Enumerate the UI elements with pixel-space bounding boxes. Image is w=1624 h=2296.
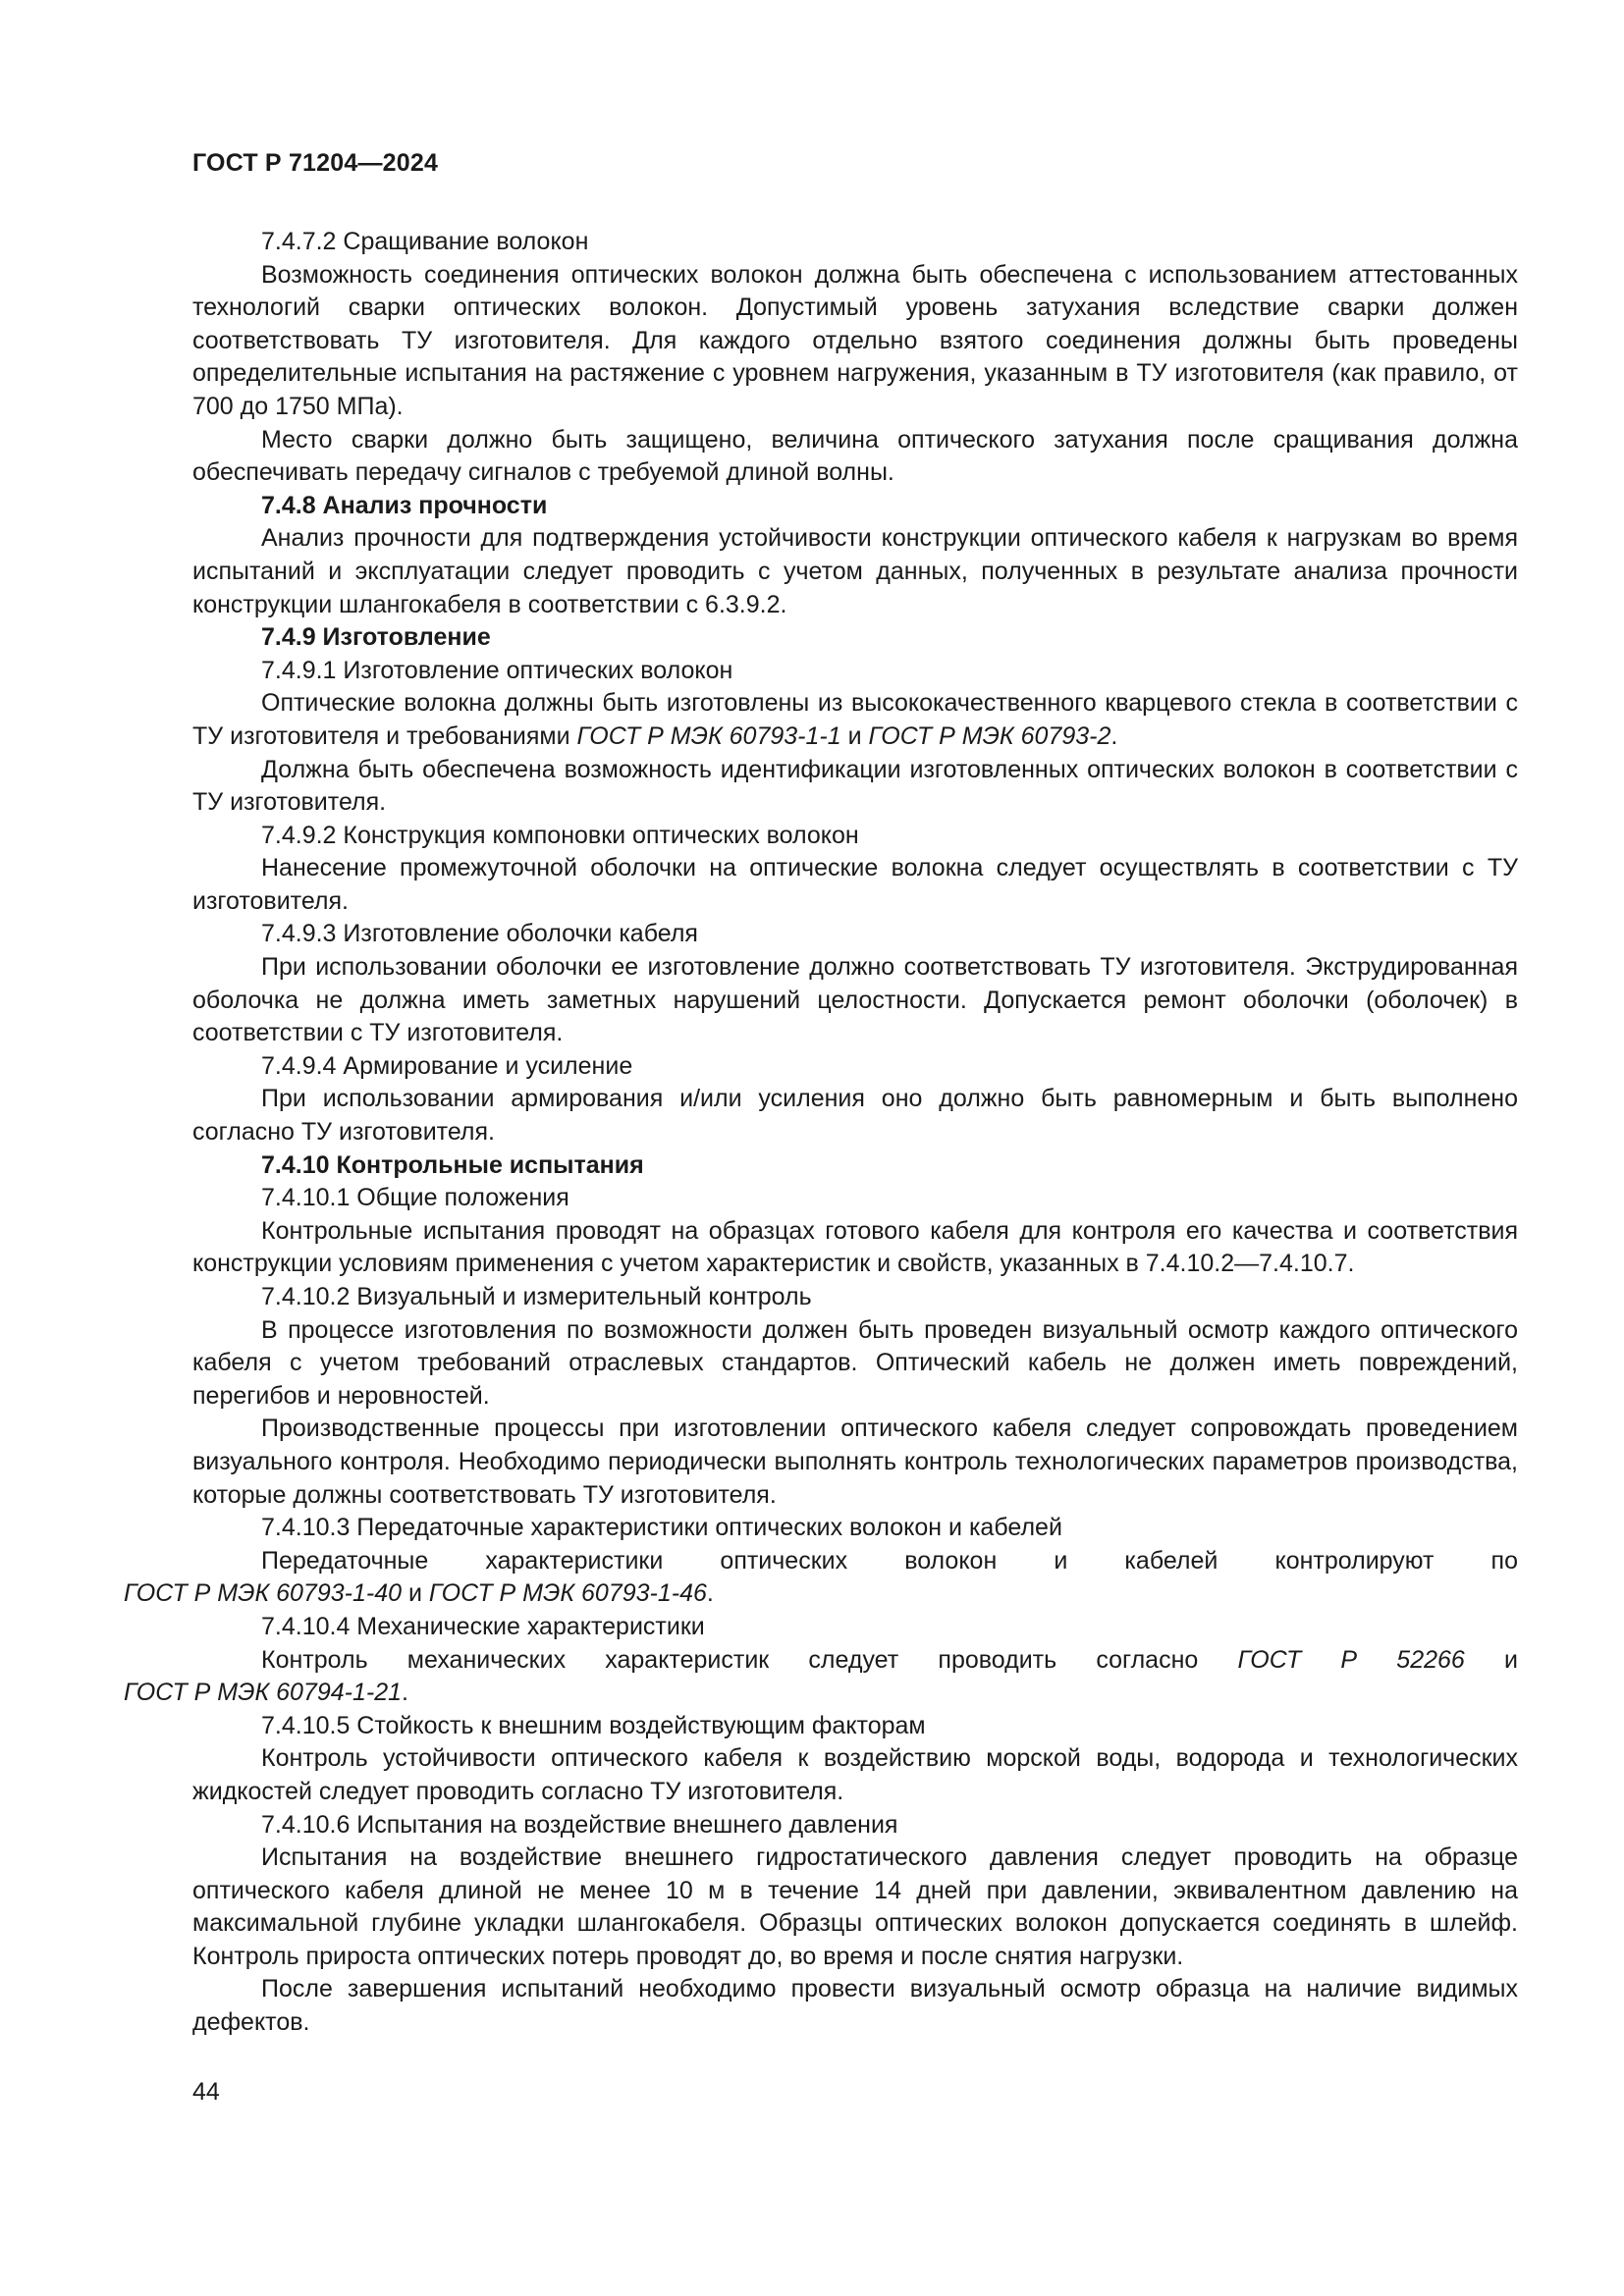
subsection-title: 7.4.10.4 Механические характеристики: [261, 1612, 705, 1640]
text-run: и: [840, 721, 869, 750]
paragraph: В процессе изготовления по возможности должен быть проведен визуальный осмотр каждого оптического кабеля с учетом требований отраслевых стандартов. Оптический кабель не должен иметь повреждений, перегибов и неровностей.: [192, 1315, 1518, 1410]
text-run: и: [402, 1579, 429, 1608]
page-number: 44: [192, 2078, 220, 2106]
paragraph: Анализ прочности для подтверждения устойчивости конструкции оптического кабеля к нагрузкам во время испытаний и эксплуатации следует проводить с учетом данных, полученных в результате анализа прочности конструкции шлангокабеля в соответствии с 6.3.9.2.: [192, 524, 1518, 618]
section-heading: 7.4.10 Контрольные испытания: [261, 1150, 644, 1179]
standard-reference: ГОСТ Р МЭК 60793-1-46: [428, 1579, 707, 1608]
paragraph: [124, 1545, 1518, 1611]
text-run: .: [1110, 721, 1118, 750]
document-header: ГОСТ Р 71204—2024: [192, 149, 439, 177]
subsection-title: 7.4.9.2 Конструкция компоновки оптических волокон: [261, 821, 859, 849]
subsection-title: 7.4.9.1 Изготовление оптических волокон: [261, 656, 733, 684]
paragraph: Должна быть обеспечена возможность идентификации изготовленных оптических волокон в соответствии с ТУ изготовителя.: [192, 755, 1518, 817]
paragraph: Контроль устойчивости оптического кабеля к воздействию морской воды, водорода и технологических жидкостей следует проводить согласно ТУ изготовителя.: [192, 1744, 1518, 1805]
subsection-title: 7.4.10.3 Передаточные характеристики оптических волокон и кабелей: [261, 1514, 1062, 1542]
paragraph: [124, 1644, 1518, 1710]
paragraph: [192, 687, 1518, 753]
section-heading: 7.4.8 Анализ прочности: [261, 491, 548, 519]
text-run: .: [402, 1679, 408, 1707]
subsection-title: 7.4.9.3 Изготовление оболочки кабеля: [261, 920, 698, 948]
paragraph: Производственные процессы при изготовлении оптического кабеля следует сопровождать проведением визуального контроля. Необходимо периодически выполнять контроль технологических параметров производства, которые должны соответствовать ТУ изготовителя.: [192, 1415, 1518, 1509]
subsection-title: 7.4.10.5 Стойкость к внешним воздействующим факторам: [261, 1711, 926, 1739]
text-run: Контроль механических характеристик следует проводить согласно: [261, 1645, 1238, 1674]
paragraph: Место сварки должно быть защищено, величина оптического затухания после сращивания должна обеспечивать передачу сигналов с требуемой длиной волны.: [192, 425, 1518, 487]
reference-line: [124, 1577, 714, 1611]
standard-reference: ГОСТ Р МЭК 60793-2: [868, 721, 1111, 750]
text-run: .: [706, 1579, 714, 1608]
standard-reference: ГОСТ Р МЭК 60793-1-1: [576, 721, 841, 750]
paragraph: Возможность соединения оптических волокон должна быть обеспечена с использованием аттестованных технологий сварки оптических волокон. Допустимый уровень затухания вследствие сварки должен соответствовать ТУ изготовителя. Для каждого отдельно взятого соединения должны быть проведены определительные испытания на растяжение с уровнем нагружения, указанным в ТУ изготовителя (как правило, от 700 до 1750 МПа).: [192, 260, 1518, 420]
subsection-title: 7.4.10.1 Общие положения: [261, 1184, 569, 1212]
subsection-title: 7.4.7.2 Сращивание волокон: [261, 228, 589, 255]
subsection-title: 7.4.9.4 Армирование и усиление: [261, 1051, 633, 1080]
text-run: и: [1464, 1645, 1518, 1674]
paragraph: После завершения испытаний необходимо провести визуальный осмотр образца на наличие видимых дефектов.: [192, 1975, 1518, 2037]
standard-reference: ГОСТ Р МЭК 60794-1-21: [124, 1679, 403, 1707]
paragraph: Нанесение промежуточной оболочки на оптические волокна следует осуществлять в соответствии с ТУ изготовителя.: [192, 854, 1518, 915]
document-body: [124, 226, 1518, 2040]
standard-reference: ГОСТ Р МЭК 60793-1-40: [124, 1579, 403, 1608]
reference-line: [124, 1677, 408, 1710]
paragraph: При использовании армирования и/или усиления оно должно быть равномерным и быть выполнено согласно ТУ изготовителя.: [192, 1085, 1518, 1147]
section-heading: 7.4.9 Изготовление: [261, 623, 491, 652]
text-run-line: [192, 1644, 1518, 1678]
paragraph: Испытания на воздействие внешнего гидростатического давления следует проводить на образце оптического кабеля длиной не менее 10 м в течение 14 дней при давлении, эквивалентном давлению на максимальной глубине укладки шлангокабеля. Образцы оптических волокон допускается соединять в шлейф. Контроль прироста оптических потерь проводят до, во время и после снятия нагрузки.: [192, 1843, 1518, 1970]
text-run: Оптические волокна должны быть изготовлены из высококачественного кварцевого стекла в соответствии с ТУ изготовителя и требованиями: [192, 689, 1518, 750]
paragraph: При использовании оболочки ее изготовление должно соответствовать ТУ изготовителя. Экструдированная оболочка не должна иметь заметных нарушений целостности. Допускается ремонт оболочки (оболочек) в соответствии с ТУ изготовителя.: [192, 953, 1518, 1047]
subsection-title: 7.4.10.6 Испытания на воздействие внешнего давления: [261, 1810, 898, 1839]
paragraph: Контрольные испытания проводят на образцах готового кабеля для контроля его качества и соответствия конструкции условиям применения с учетом характеристик и свойств, указанных в 7.4.10.2—7.4.10.7.: [192, 1216, 1518, 1278]
subsection-title: 7.4.10.2 Визуальный и измерительный контроль: [261, 1283, 812, 1310]
text-run: Передаточные характеристики оптических волокон и кабелей контролируют по: [261, 1546, 1518, 1575]
standard-reference: ГОСТ Р 52266: [1237, 1645, 1465, 1674]
